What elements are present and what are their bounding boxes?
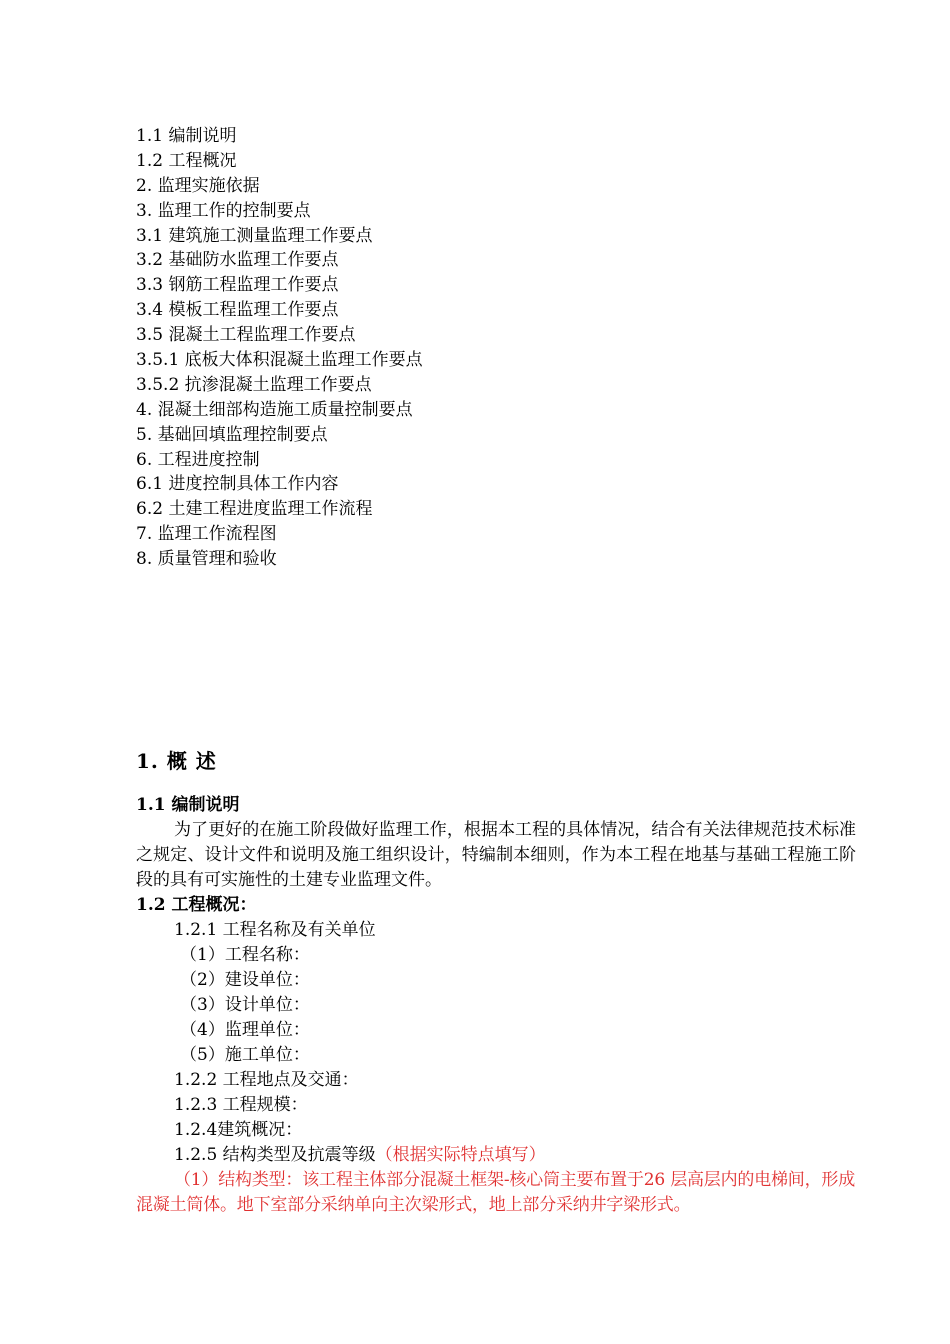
project-info-item: （4）监理单位： bbox=[180, 1020, 310, 1040]
subsection-1-2-4: 1.2.4建筑概况： bbox=[174, 1120, 303, 1140]
toc-item[interactable]: 3.1 建筑施工测量监理工作要点 bbox=[136, 225, 373, 246]
toc-item[interactable]: 3.3 钢筋工程监理工作要点 bbox=[136, 275, 339, 296]
toc-item[interactable]: 8. 质量管理和验收 bbox=[136, 549, 277, 570]
toc-item[interactable]: 3.5.2 抗渗混凝土监理工作要点 bbox=[136, 374, 372, 395]
compilation-paragraph: 为了更好的在施工阶段做好监理工作，根据本工程的具体情况，结合有关法律规范技术标准之规定、设计文件和说明及施工组织设计，特编制本细则，作为本工程在地基与基础工程施工阶段的具有可实施性的土建专业监理文件。 bbox=[136, 820, 856, 890]
toc-item[interactable]: 6.1 进度控制具体工作内容 bbox=[136, 474, 339, 495]
toc-item[interactable]: 6.2 土建工程进度监理工作流程 bbox=[136, 499, 373, 520]
section-heading-1-1: 1.1 编制说明 bbox=[136, 795, 240, 815]
toc-item[interactable]: 4. 混凝土细部构造施工质量控制要点 bbox=[136, 399, 413, 420]
structure-type-paragraph: （1）结构类型：该工程主体部分混凝土框架-核心筒主要布置于26 层高层内的电梯间，形成混凝土筒体。地下室部分采纳单向主次梁形式，地上部分采纳井字梁形式。 bbox=[136, 1170, 855, 1215]
toc-item[interactable]: 6. 工程进度控制 bbox=[136, 449, 260, 470]
project-info-item: （2）建设单位： bbox=[180, 970, 310, 990]
table-of-contents bbox=[136, 124, 423, 572]
toc-item[interactable]: 5. 基础回填监理控制要点 bbox=[136, 424, 328, 445]
project-info-item: （5）施工单位： bbox=[180, 1045, 310, 1065]
subsection-1-2-5 bbox=[136, 1143, 856, 1168]
subsection-1-2-3: 1.2.3 工程规模： bbox=[174, 1095, 308, 1115]
section-heading-1-2: 1.2 工程概况： bbox=[136, 895, 257, 915]
toc-item[interactable]: 2. 监理实施依据 bbox=[136, 175, 260, 196]
chapter-title: 1. 概 述 bbox=[136, 749, 217, 773]
toc-item[interactable]: 3. 监理工作的控制要点 bbox=[136, 200, 311, 221]
subsection-1-2-5-label: 1.2.5 结构类型及抗震等级 bbox=[174, 1145, 376, 1165]
toc-item[interactable]: 3.2 基础防水监理工作要点 bbox=[136, 250, 339, 271]
project-info-item: （1）工程名称： bbox=[180, 945, 310, 965]
subsection-1-2-2: 1.2.2 工程地点及交通： bbox=[174, 1070, 359, 1090]
fill-in-note: （根据实际特点填写） bbox=[375, 1145, 546, 1165]
toc-item[interactable]: 3.4 模板工程监理工作要点 bbox=[136, 300, 339, 321]
toc-item[interactable]: 1.2 工程概况 bbox=[136, 150, 237, 171]
subsection-1-2-1: 1.2.1 工程名称及有关单位 bbox=[174, 920, 376, 940]
toc-item[interactable]: 3.5.1 底板大体积混凝土监理工作要点 bbox=[136, 350, 423, 371]
toc-item[interactable]: 3.5 混凝土工程监理工作要点 bbox=[136, 325, 356, 346]
toc-item[interactable]: 7. 监理工作流程图 bbox=[136, 524, 277, 545]
project-info-item: （3）设计单位： bbox=[180, 995, 310, 1015]
toc-item[interactable]: 1.1 编制说明 bbox=[136, 126, 237, 146]
document-body bbox=[136, 793, 856, 1218]
